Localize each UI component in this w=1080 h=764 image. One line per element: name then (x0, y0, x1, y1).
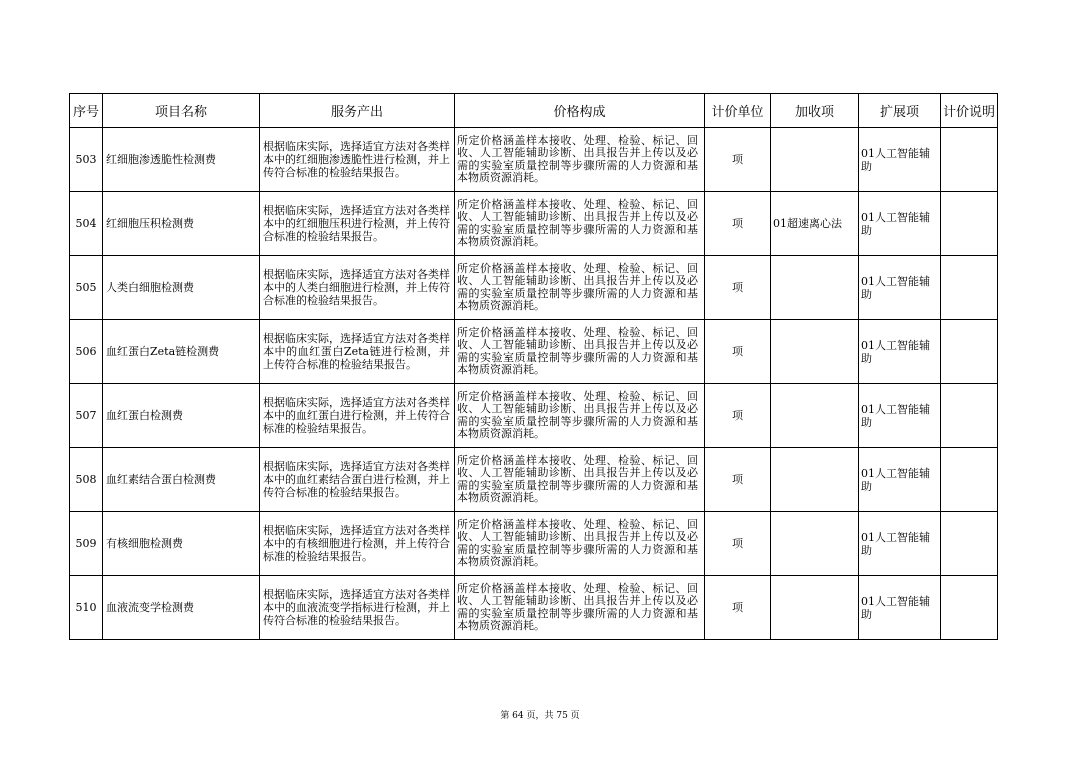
row-item-name: 血红素结合蛋白检测费 (103, 448, 260, 512)
table-row (70, 512, 998, 576)
row-item-name: 血液流变学检测费 (103, 576, 260, 640)
table-row (70, 320, 998, 384)
row-surcharge-item: 01超速离心法 (771, 192, 859, 256)
header-service-output: 服务产出 (260, 94, 455, 128)
row-surcharge-item (771, 512, 859, 576)
row-price-composition: 所定价格涵盖样本接收、处理、检验、标记、回收、人工智能辅助诊断、出具报告并上传以及必需的实验室质量控制等步骤所需的人力资源和基本物质资源消耗。 (455, 192, 705, 256)
row-pricing-note (941, 384, 998, 448)
row-service-output: 根据临床实际，选择适宜方法对各类样本中的血红蛋白Zeta链进行检测，并上传符合标准的检验结果报告。 (260, 320, 455, 384)
row-pricing-note (941, 320, 998, 384)
row-item-name: 有核细胞检测费 (103, 512, 260, 576)
row-pricing-note (941, 576, 998, 640)
row-price-composition: 所定价格涵盖样本接收、处理、检验、标记、回收、人工智能辅助诊断、出具报告并上传以及必需的实验室质量控制等步骤所需的人力资源和基本物质资源消耗。 (455, 448, 705, 512)
row-extension-item: 01人工智能辅助 (859, 576, 941, 640)
row-item-name: 红细胞压积检测费 (103, 192, 260, 256)
table-row (70, 192, 998, 256)
row-extension-item: 01人工智能辅助 (859, 128, 941, 192)
table-row (70, 384, 998, 448)
table-row (70, 448, 998, 512)
row-price-composition: 所定价格涵盖样本接收、处理、检验、标记、回收、人工智能辅助诊断、出具报告并上传以及必需的实验室质量控制等步骤所需的人力资源和基本物质资源消耗。 (455, 512, 705, 576)
table-row (70, 576, 998, 640)
header-extension-item: 扩展项 (859, 94, 941, 128)
price-table-container (69, 93, 997, 640)
table-header-row (70, 94, 998, 128)
page-number-footer: 第 64 页，共 75 页 (500, 711, 580, 721)
row-serial-number: 504 (70, 192, 103, 256)
row-pricing-note (941, 256, 998, 320)
header-pricing-note: 计价说明 (941, 94, 998, 128)
row-pricing-unit: 项 (705, 384, 771, 448)
row-price-composition: 所定价格涵盖样本接收、处理、检验、标记、回收、人工智能辅助诊断、出具报告并上传以及必需的实验室质量控制等步骤所需的人力资源和基本物质资源消耗。 (455, 320, 705, 384)
header-pricing-unit: 计价单位 (705, 94, 771, 128)
row-price-composition: 所定价格涵盖样本接收、处理、检验、标记、回收、人工智能辅助诊断、出具报告并上传以及必需的实验室质量控制等步骤所需的人力资源和基本物质资源消耗。 (455, 576, 705, 640)
row-pricing-unit: 项 (705, 512, 771, 576)
row-serial-number: 507 (70, 384, 103, 448)
row-item-name: 红细胞渗透脆性检测费 (103, 128, 260, 192)
row-pricing-unit: 项 (705, 448, 771, 512)
table-row (70, 256, 998, 320)
row-pricing-unit: 项 (705, 576, 771, 640)
row-serial-number: 508 (70, 448, 103, 512)
row-pricing-unit: 项 (705, 256, 771, 320)
header-serial-number: 序号 (70, 94, 103, 128)
header-surcharge-item: 加收项 (771, 94, 859, 128)
row-pricing-unit: 项 (705, 128, 771, 192)
row-extension-item: 01人工智能辅助 (859, 256, 941, 320)
header-item-name: 项目名称 (103, 94, 260, 128)
row-pricing-unit: 项 (705, 192, 771, 256)
row-pricing-unit: 项 (705, 320, 771, 384)
row-service-output: 根据临床实际，选择适宜方法对各类样本中的血红蛋白进行检测，并上传符合标准的检验结果报告。 (260, 384, 455, 448)
row-surcharge-item (771, 448, 859, 512)
row-pricing-note (941, 128, 998, 192)
row-item-name: 血红蛋白检测费 (103, 384, 260, 448)
row-extension-item: 01人工智能辅助 (859, 448, 941, 512)
row-extension-item: 01人工智能辅助 (859, 192, 941, 256)
row-surcharge-item (771, 576, 859, 640)
row-serial-number: 509 (70, 512, 103, 576)
row-service-output: 根据临床实际，选择适宜方法对各类样本中的人类白细胞进行检测，并上传符合标准的检验结果报告。 (260, 256, 455, 320)
table-row (70, 128, 998, 192)
row-price-composition: 所定价格涵盖样本接收、处理、检验、标记、回收、人工智能辅助诊断、出具报告并上传以及必需的实验室质量控制等步骤所需的人力资源和基本物质资源消耗。 (455, 128, 705, 192)
row-surcharge-item (771, 384, 859, 448)
row-item-name: 人类白细胞检测费 (103, 256, 260, 320)
price-table (69, 93, 998, 640)
row-surcharge-item (771, 128, 859, 192)
row-service-output: 根据临床实际，选择适宜方法对各类样本中的红细胞压积进行检测，并上传符合标准的检验结果报告。 (260, 192, 455, 256)
row-surcharge-item (771, 256, 859, 320)
row-pricing-note (941, 512, 998, 576)
row-item-name: 血红蛋白Zeta链检测费 (103, 320, 260, 384)
row-serial-number: 510 (70, 576, 103, 640)
row-serial-number: 506 (70, 320, 103, 384)
row-extension-item: 01人工智能辅助 (859, 384, 941, 448)
row-serial-number: 505 (70, 256, 103, 320)
row-extension-item: 01人工智能辅助 (859, 512, 941, 576)
row-service-output: 根据临床实际，选择适宜方法对各类样本中的血红素结合蛋白进行检测，并上传符合标准的检验结果报告。 (260, 448, 455, 512)
row-service-output: 根据临床实际，选择适宜方法对各类样本中的血液流变学指标进行检测，并上传符合标准的检验结果报告。 (260, 576, 455, 640)
row-extension-item: 01人工智能辅助 (859, 320, 941, 384)
row-pricing-note (941, 448, 998, 512)
row-price-composition: 所定价格涵盖样本接收、处理、检验、标记、回收、人工智能辅助诊断、出具报告并上传以及必需的实验室质量控制等步骤所需的人力资源和基本物质资源消耗。 (455, 384, 705, 448)
row-service-output: 根据临床实际，选择适宜方法对各类样本中的红细胞渗透脆性进行检测，并上传符合标准的检验结果报告。 (260, 128, 455, 192)
row-price-composition: 所定价格涵盖样本接收、处理、检验、标记、回收、人工智能辅助诊断、出具报告并上传以及必需的实验室质量控制等步骤所需的人力资源和基本物质资源消耗。 (455, 256, 705, 320)
row-pricing-note (941, 192, 998, 256)
row-service-output: 根据临床实际，选择适宜方法对各类样本中的有核细胞进行检测，并上传符合标准的检验结果报告。 (260, 512, 455, 576)
header-price-composition: 价格构成 (455, 94, 705, 128)
row-serial-number: 503 (70, 128, 103, 192)
row-surcharge-item (771, 320, 859, 384)
